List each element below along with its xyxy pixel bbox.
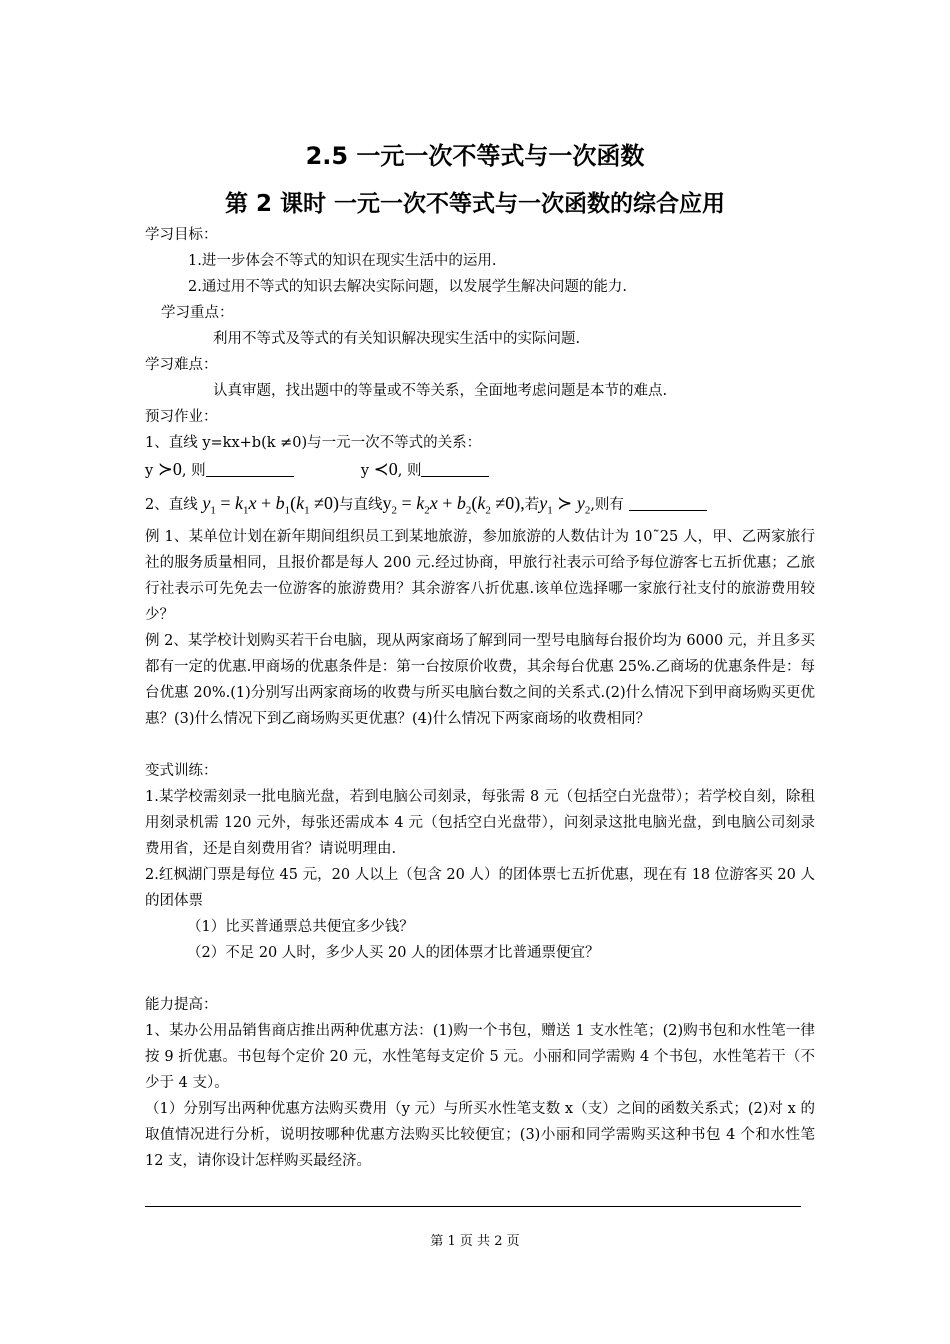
- practice-label: 变式训练：: [145, 762, 218, 779]
- footer-divider: [145, 1206, 801, 1207]
- answer-a-mid: , 则: [181, 463, 206, 479]
- example-2: 例 2、某学校计划购买若干台电脑，现从两家商场了解到同一型号电脑每台报价均为 6000 元，并且多买都有一定的优惠.甲商场的优惠条件是：第一台按原价收费，其余每台优惠 25%.乙商场的优惠条件是：每台优惠 20%.(1)分别写出两家商场的收费与所买电脑台数之间的关系式.(2)什么情况下到甲商场购买更优惠？(3)什么情况下到乙商场购买更优惠？(4)什么情况下两家商场的收费相同？: [145, 632, 815, 727]
- difficulty-text: 认真审题，找出题中的等量或不等关系，全面地考虑问题是本节的难点.: [213, 383, 668, 399]
- q2-formula: $y_1 = k_1x + b_1(k_1 \ne 0)$: [202, 493, 340, 517]
- answer-blank[interactable]: [206, 462, 294, 477]
- preview-question-2: 2、直线 $y_1 = k_1x + b_1(k_1 \ne 0)$与直线$y_2 = k_2x + b_2(k_2 \ne 0)$,若$y_1$ ≻ $y_2$,则有: [145, 490, 815, 524]
- ability-question-1-detail: （1）分别写出两种优惠方法购买费用（y 元）与所买水性笔支数 x（支）之间的函数关系式；(2)对 x 的取值情况进行分析，说明按哪种优惠方法购买比较便宜；(3)小丽和同学需购买这种书包 4 个和水性笔 12 支，请你设计怎样购买最经济。: [145, 1100, 815, 1169]
- answer-b-prefix: y: [360, 463, 370, 479]
- ability-label: 能力提高：: [145, 996, 218, 1013]
- answer-a-prefix: y: [145, 463, 154, 479]
- practice-question-2-part-2: （2）不足 20 人时，多少人买 20 人的团体票才比普通票便宜？: [187, 944, 600, 961]
- page-number: 第 1 页 共 2 页: [430, 1234, 520, 1249]
- ability-question-1: 1、某办公用品销售商店推出两种优惠方法：(1)购一个书包，赠送 1 支水性笔；(2)购书包和水性笔一律按 9 折优惠。书包每个定价 20 元，水性笔每支定价 5 元。小丽和同学需购 4 个书包，水性笔若干（不少于 4 支）。: [145, 1022, 815, 1091]
- page-subtitle: 第 2 课时 一元一次不等式与一次函数的综合应用: [224, 191, 726, 217]
- q2-lead: 2、直线: [145, 497, 198, 513]
- practice-question-1: 1.某学校需刻录一批电脑光盘，若到电脑公司刻录，每张需 8 元（包括空白光盘带）；若学校自刻，除租用刻录机需 120 元外，每张还需成本 4 元（包括空白光盘带），问刻录这批电脑光盘，到电脑公司刻录费用省，还是自刻费用省？请说明理由.: [145, 788, 815, 857]
- document-body: [145, 222, 815, 1174]
- key-points-label: 学习重点：: [161, 305, 234, 321]
- preview-question-1-answers: [145, 456, 815, 484]
- difficulty-label: 学习难点：: [145, 357, 218, 373]
- example-1: 例 1、某单位计划在新年期间组织员工到某地旅游，参加旅游的人数估计为 10˜25 人，甲、乙两家旅行社的服务质量相同，且报价都是每人 200 元.经过协商，甲旅行社表示可给予每位游客七五折优惠；乙旅行社表示可先免去一位游客的旅游费用？其余游客八折优惠.该单位选择哪一家旅行社支付的旅游费用较少？: [145, 528, 815, 623]
- objectives-label: 学习目标：: [145, 227, 218, 243]
- page-title: 2.5 一元一次不等式与一次函数: [305, 142, 645, 170]
- answer-blank[interactable]: [629, 496, 707, 511]
- answer-b-symbol: ≺0: [373, 459, 398, 479]
- key-points-text: 利用不等式及等式的有关知识解决现实生活中的实际问题.: [213, 331, 581, 347]
- objective-item-2: 2.通过用不等式的知识去解决实际问题，以发展学生解决问题的能力.: [188, 279, 627, 295]
- practice-question-2-part-1: （1）比买普通票总共便宜多少钱？: [187, 918, 414, 935]
- preview-label: 预习作业：: [145, 409, 218, 425]
- answer-a-symbol: ≻0: [157, 459, 182, 479]
- practice-question-2: 2.红枫湖门票是每位 45 元，20 人以上（包含 20 人）的团体票七五折优惠，现在有 18 位游客买 20 人的团体票: [145, 866, 815, 909]
- preview-question-1: 1、直线 y=kx+b(k ≠0)与一元一次不等式的关系：: [145, 435, 482, 451]
- objective-item-1: 1.进一步体会不等式的知识在现实生活中的运用.: [188, 253, 497, 269]
- answer-blank[interactable]: [421, 462, 489, 477]
- answer-b-mid: , 则: [397, 463, 422, 479]
